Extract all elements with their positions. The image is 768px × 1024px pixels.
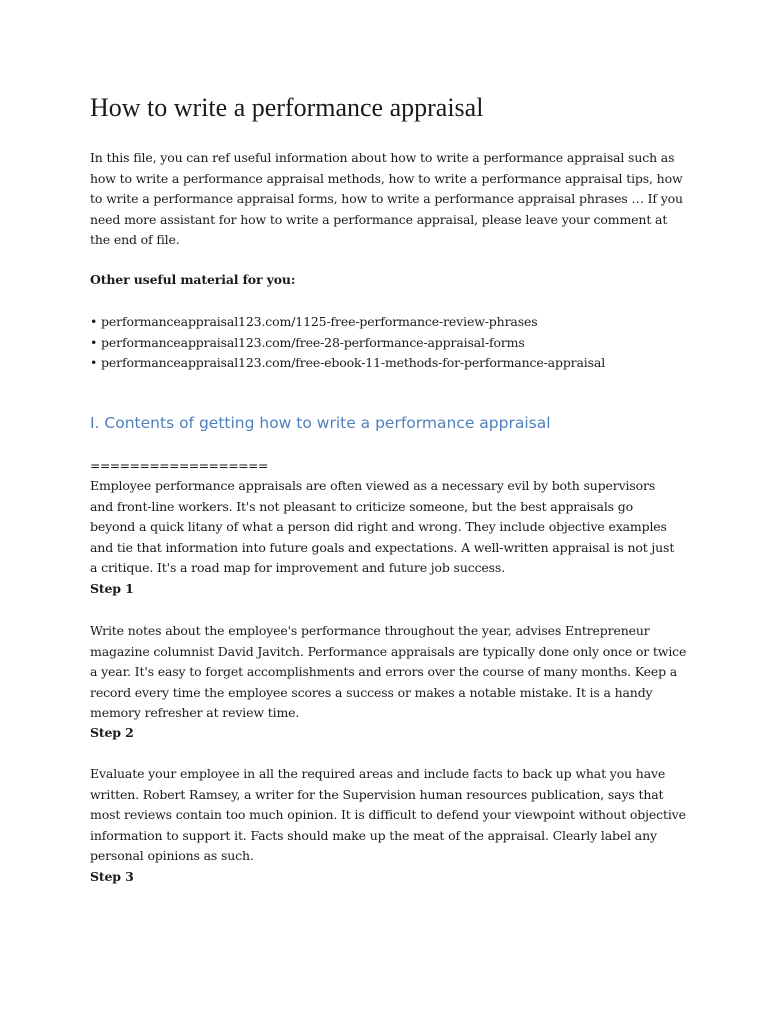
body-paragraph-3: Evaluate your employee in all the required areas and include facts to back up what you have written. Robert Ramsey, a writer for the Supervision human resources publication, says that most reviews contain too much opinion. It is difficult to defend your viewpoint without objective information to support it. Facts should make up the meat of the appraisal. Clearly label any personal opinions as such. <box>90 766 686 864</box>
useful-link[interactable]: • performanceappraisal123.com/free-ebook-11-methods-for-performance-appraisal <box>90 353 605 374</box>
body-paragraph-2: Write notes about the employee's performance throughout the year, advises Entrepreneur magazine columnist David Javitch. Performance appraisals are typically done only once or twice a year. It's easy to forget accomplishments and errors over the course of many months. Keep a record every time the employee scores a success or makes a notable mistake. It is a handy memory refresher at review time. <box>90 623 687 721</box>
intro-paragraph: In this file, you can ref useful information about how to write a performance appraisal such as how to write a performance appraisal methods, how to write a performance appraisal tips, how to write a performance appraisal forms, how to write a performance appraisal phrases … If you need more assistant for how to write a performance appraisal, please leave your comment at the end of file. <box>90 150 683 248</box>
step-2-label: Step 2 <box>90 725 134 740</box>
useful-link[interactable]: • performanceappraisal123.com/1125-free-performance-review-phrases <box>90 312 605 333</box>
divider-line: ================== <box>90 458 268 473</box>
section-heading: I. Contents of getting how to write a performance appraisal <box>90 414 551 432</box>
useful-link[interactable]: • performanceappraisal123.com/free-28-performance-appraisal-forms <box>90 333 605 354</box>
step-1-label: Step 1 <box>90 581 134 596</box>
step-3-label: Step 3 <box>90 869 134 884</box>
other-material-label: Other useful material for you: <box>90 272 296 287</box>
body-paragraph-1: Employee performance appraisals are often viewed as a necessary evil by both supervisors and front-line workers. It's not pleasant to criticize someone, but the best appraisals go beyond a quick litany of what a person did right and wrong. They include objective examples and tie that information into future goals and expectations. A well-written appraisal is not just a critique. It's a road map for improvement and future job success. <box>90 478 675 576</box>
useful-links-list <box>90 312 605 374</box>
page-title: How to write a performance appraisal <box>90 93 484 122</box>
